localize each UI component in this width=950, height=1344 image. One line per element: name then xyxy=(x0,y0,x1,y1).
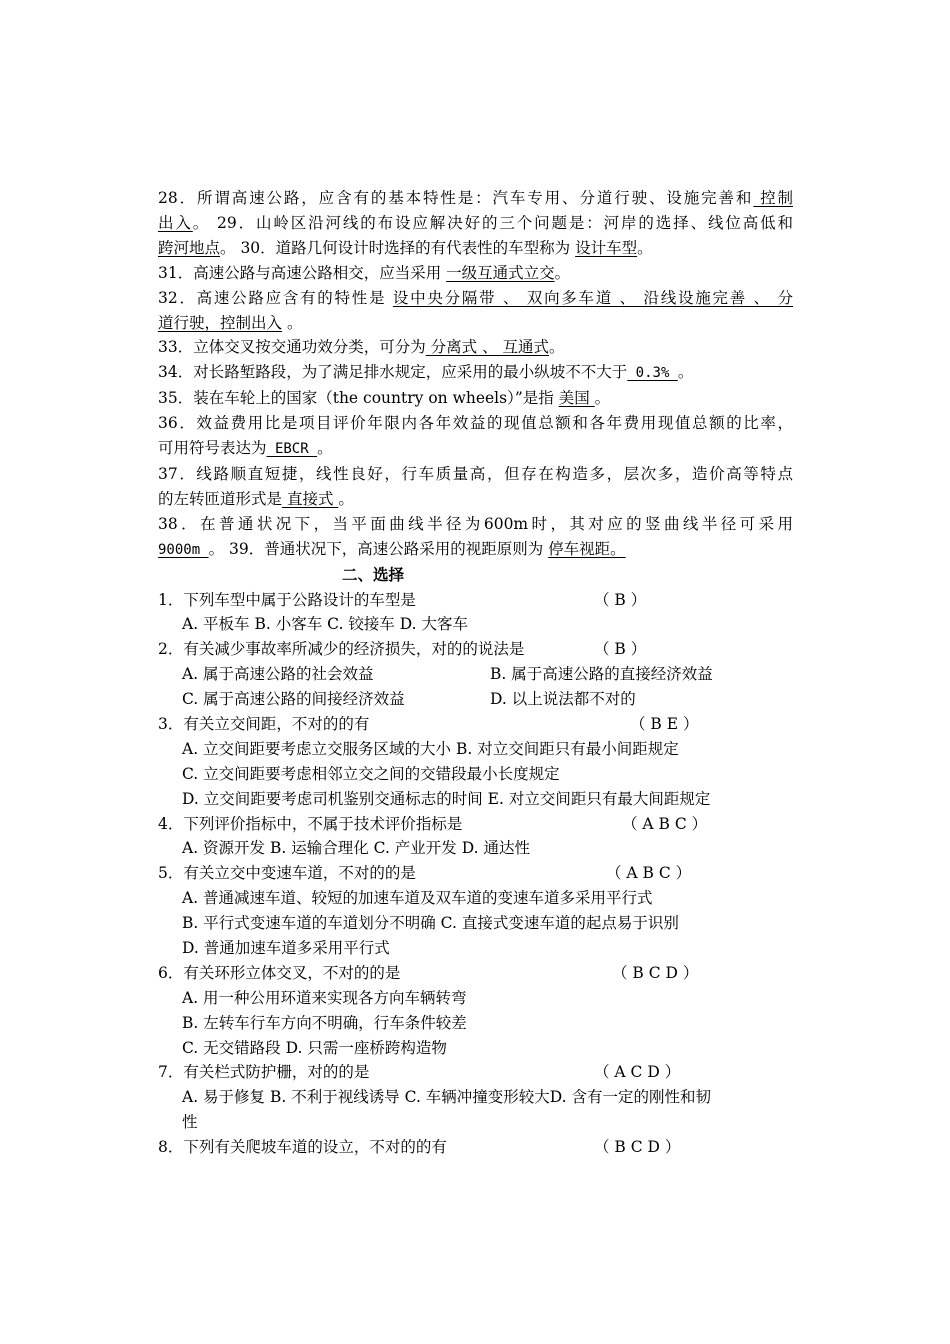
answer-mark: （ B C D ） xyxy=(612,963,699,982)
answer-blank: 停车视距。 xyxy=(548,539,626,558)
answer-blank: 出入 xyxy=(158,213,193,232)
q34-line: 34．对长路堑路段，为了满足排水规定，应采用的最小纵坡不不大于 0.3% 。 xyxy=(158,363,694,382)
options-2a: A. 属于高速公路的社会效益 B. 属于高速公路的直接经济效益 xyxy=(182,665,713,684)
answer-mark: （ B E ） xyxy=(630,714,699,733)
options-2b: C. 属于高速公路的间接经济效益 D. 以上说法都不对的 xyxy=(182,690,636,709)
q36-line-2: 可用符号表达为 EBCR 。 xyxy=(158,439,333,458)
section-heading: 二、选择 xyxy=(342,564,405,584)
q33-line: 33．立体交叉按交通功效分类，可分为 分离式 、 互通式。 xyxy=(158,338,565,357)
answer-blank: 道行驶，控制出入 xyxy=(158,313,283,332)
answer-blank: 设中央分隔带 、 双向多车道 、 沿线设施完善 、 分 xyxy=(392,288,793,307)
answer-blank: 一级互通式立交 xyxy=(446,263,555,282)
options-6c: C. 无交错路段 D. 只需一座桥跨构造物 xyxy=(182,1038,447,1057)
q30-line: 跨河地点。 30．道路几何设计时选择的有代表性的车型称为 设计车型。 xyxy=(158,238,653,257)
question-2: 2．有关减少事故率所减少的经济损失，对的的说法是 （ B ） xyxy=(158,637,793,662)
q37-line-1: 37．线路顺直短捷，线性良好，行车质量高，但存在构造多，层次多，造价高等特点 xyxy=(158,464,793,483)
answer-mark: （ B ） xyxy=(594,640,647,659)
answer-mark: （ B C D ） xyxy=(594,1138,681,1157)
options-3b: C. 立交间距要考虑相邻立交之间的交错段最小长度规定 xyxy=(182,764,560,783)
question-4: 4．下列评价指标中，不属于技术评价指标是 （ A B C ） xyxy=(158,812,793,837)
options-1: A. 平板车 B. 小客车 C. 铰接车 D. 大客车 xyxy=(182,615,468,634)
answer-blank: 跨河地点 xyxy=(158,238,221,257)
question-8: 8．下列有关爬坡车道的设立，不对的的有 （ B C D ） xyxy=(158,1135,793,1160)
q32-line-2: 道行驶，控制出入 。 xyxy=(158,313,303,332)
question-6: 6．有关环形立体交叉，不对的的是 （ B C D ） xyxy=(158,961,793,986)
question-3: 3．有关立交间距，不对的的有 （ B E ） xyxy=(158,712,793,737)
q39-line: 9000m 。 39．普通状况下，高速公路采用的视距原则为 停车视距。 xyxy=(158,539,626,558)
options-4: A. 资源开发 B. 运输合理化 C. 产业开发 D. 通达性 xyxy=(182,839,530,858)
answer-blank: 9000m xyxy=(158,541,209,558)
answer-mark: （ A B C ） xyxy=(606,864,692,883)
answer-mark: （ A C D ） xyxy=(594,1063,681,1082)
q32-line-1: 32．高速公路应含有的特性是 设中央分隔带 、 双向多车道 、 沿线设施完善 、 分 xyxy=(158,288,793,307)
options-6b: B. 左转车行车方向不明确，行车条件较差 xyxy=(182,1013,467,1032)
answer-mark: （ B ） xyxy=(594,590,647,609)
answer-blank: 分离式 、 互通式 xyxy=(425,338,550,357)
answer-blank: EBCR xyxy=(266,441,318,458)
question-1: 1．下列车型中属于公路设计的车型是 （ B ） xyxy=(158,588,793,613)
options-3c: D. 立交间距要考虑司机鉴别交通标志的时间 E. 对立交间距只有最大间距规定 xyxy=(182,789,711,808)
q38-line-1: 38．在普通状况下，当平面曲线半径为600m时，其对应的竖曲线半径可采用 xyxy=(158,514,793,533)
question-5: 5．有关立交中变速车道，不对的的是 （ A B C ） xyxy=(158,861,793,886)
document-body xyxy=(158,186,793,1160)
options-7b: 性 xyxy=(182,1113,198,1132)
options-3a: A. 立交间距要考虑立交服务区域的大小 B. 对立交间距只有最小间距规定 xyxy=(182,739,679,758)
answer-mark: （ A B C ） xyxy=(622,814,708,833)
answer-blank: 美国 xyxy=(558,389,595,408)
question-7: 7．有关栏式防护栅，对的的是 （ A C D ） xyxy=(158,1060,793,1085)
q35-line: 35．装在车轮上的国家（the country on wheels）”是指 美国 。 xyxy=(158,389,611,408)
options-5b: B. 平行式变速车道的车道划分不明确 C. 直接式变速车道的起点易于识别 xyxy=(182,914,679,933)
answer-blank: 直接式 xyxy=(282,489,339,508)
options-7a: A. 易于修复 B. 不利于视线诱导 C. 车辆冲撞变形较大D. 含有一定的刚性和韧 xyxy=(182,1088,712,1107)
q37-line-2: 的左转匝道形式是 直接式 。 xyxy=(158,489,354,508)
q29-line: 出入。 29．山岭区沿河线的布设应解决好的三个问题是：河岸的选择、线位高低和 xyxy=(158,213,793,232)
q36-line-1: 36．效益费用比是项目评价年限内各年效益的现值总额和各年费用现值总额的比率， xyxy=(158,414,793,433)
options-5a: A. 普通减速车道、较短的加速车道及双车道的变速车道多采用平行式 xyxy=(182,889,653,908)
answer-blank: 控制 xyxy=(753,189,793,207)
answer-blank: 0.3% xyxy=(627,365,678,382)
q31-line: 31．高速公路与高速公路相交，应当采用 一级互通式立交。 xyxy=(158,263,571,282)
q28-line-1: 28．所谓高速公路，应含有的基本特性是：汽车专用、分道行驶、设施完善和 控制 xyxy=(158,189,793,207)
options-5c: D. 普通加速车道多采用平行式 xyxy=(182,938,390,957)
answer-blank: 设计车型 xyxy=(575,238,638,257)
options-6a: A. 用一种公用环道来实现各方向车辆转弯 xyxy=(182,988,467,1007)
